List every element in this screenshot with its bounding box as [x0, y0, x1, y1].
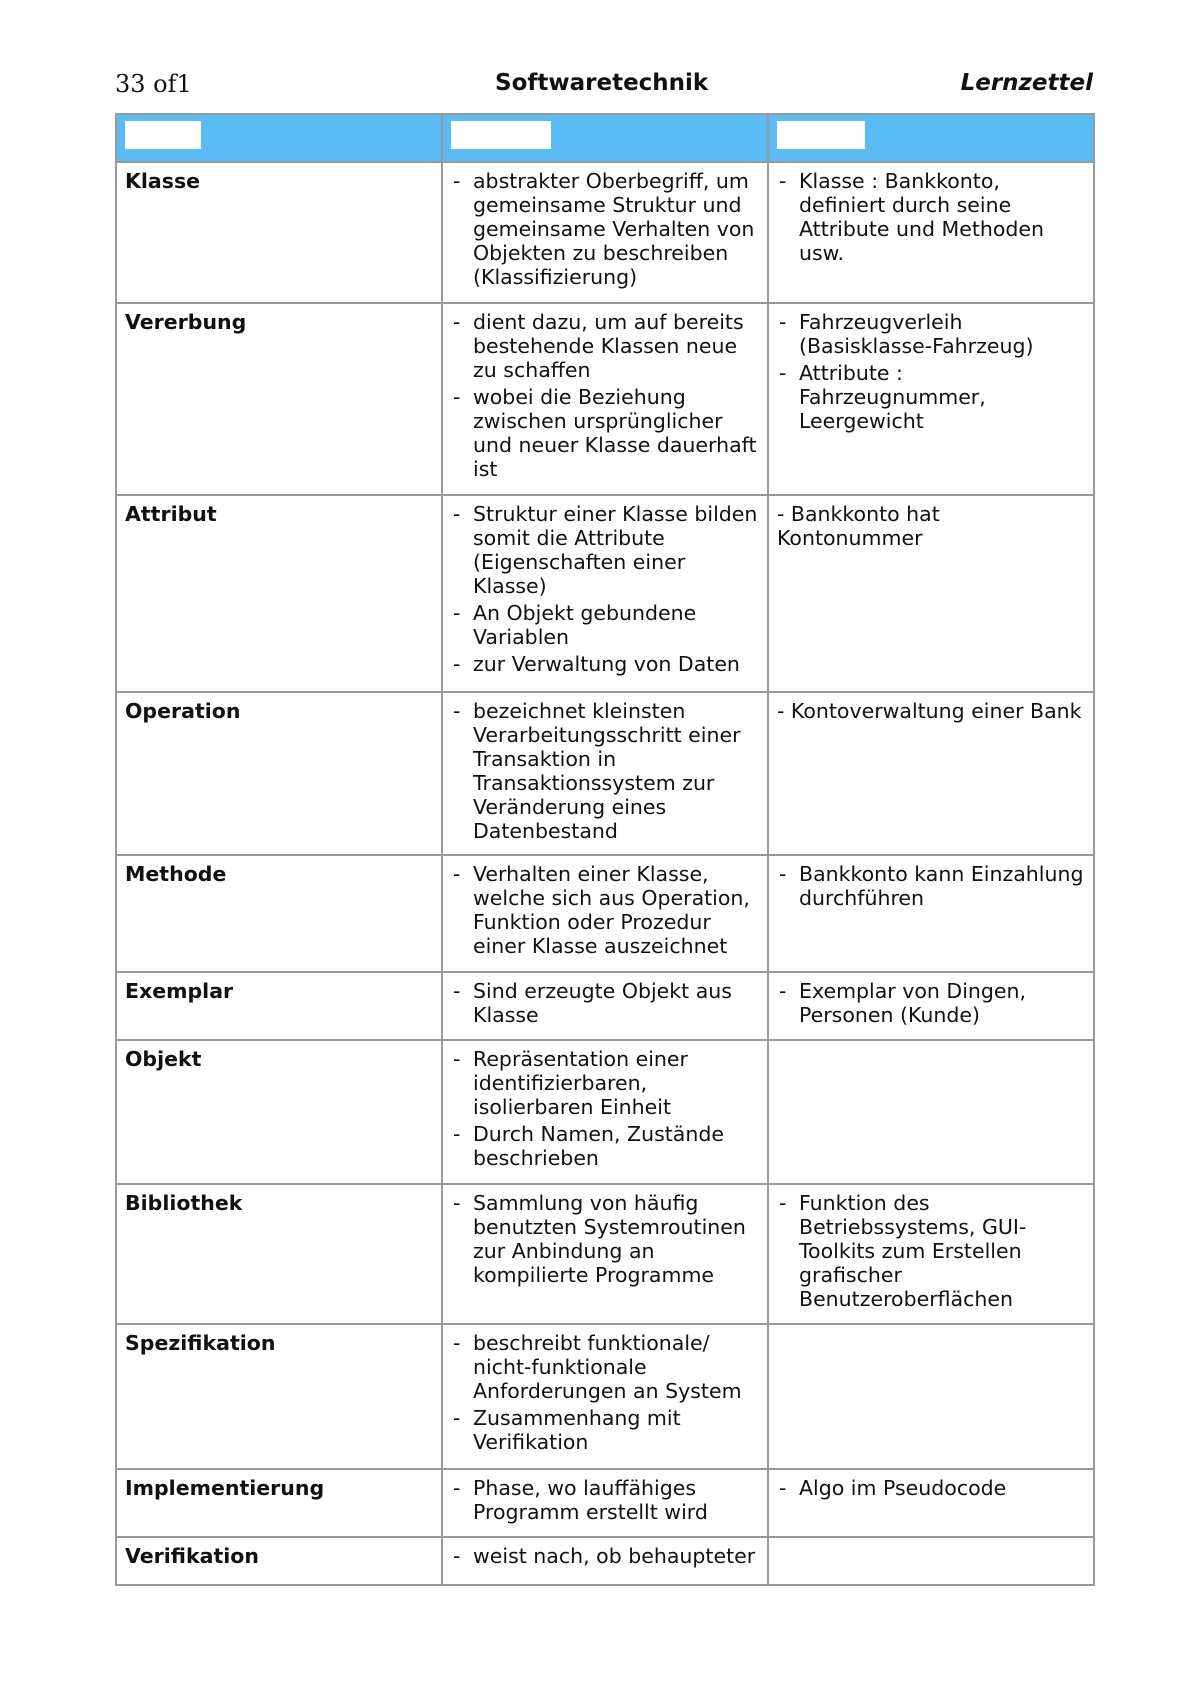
example-cell — [768, 1184, 1094, 1324]
example-item: - Algo im Pseudocode — [777, 1476, 1085, 1500]
table-row — [116, 495, 1094, 692]
example-cell — [768, 303, 1094, 495]
table-row — [116, 1184, 1094, 1324]
definition-cell — [442, 972, 768, 1040]
definition-cell — [442, 1537, 768, 1585]
definition-list — [451, 502, 759, 676]
example-cell — [768, 972, 1094, 1040]
term-cell: Klasse — [116, 162, 442, 303]
example-list — [777, 169, 1085, 265]
definition-item: - Repräsentation einer identifizierbaren, isolierbaren Einheit — [451, 1047, 759, 1119]
definition-cell — [442, 1324, 768, 1469]
definition-item: - An Objekt gebundene Variablen — [451, 601, 759, 649]
example-cell — [768, 855, 1094, 972]
glossary-table — [115, 113, 1095, 1586]
term-cell: Spezifikation — [116, 1324, 442, 1469]
definition-list — [451, 1476, 759, 1524]
definition-item: - wobei die Beziehung zwischen ursprünglicher und neuer Klasse dauerhaft ist — [451, 385, 759, 481]
table-row — [116, 692, 1094, 855]
definition-cell — [442, 1184, 768, 1324]
definition-cell — [442, 1040, 768, 1184]
table-body — [116, 162, 1094, 1585]
example-list — [777, 979, 1085, 1027]
definition-item: - zur Verwaltung von Daten — [451, 652, 759, 676]
term-cell: Methode — [116, 855, 442, 972]
term-cell: Implementierung — [116, 1469, 442, 1537]
definition-list — [451, 1331, 759, 1454]
example-list — [777, 1476, 1085, 1500]
header-placeholder-box — [777, 121, 865, 149]
example-item: - Fahrzeugverleih (Basisklasse-Fahrzeug) — [777, 310, 1085, 358]
table-row — [116, 1040, 1094, 1184]
term-cell: Attribut — [116, 495, 442, 692]
definition-item: - beschreibt funktionale/ nicht-funktionale Anforderungen an System — [451, 1331, 759, 1403]
example-list — [777, 862, 1085, 910]
example-item: - Funktion des Betriebssystems, GUI-Toolkits zum Erstellen grafischer Benutzeroberflächen — [777, 1191, 1085, 1311]
example-item: - Bankkonto kann Einzahlung durchführen — [777, 862, 1085, 910]
example-cell — [768, 1537, 1094, 1585]
definition-list — [451, 310, 759, 481]
term-cell: Vererbung — [116, 303, 442, 495]
definition-list — [451, 1047, 759, 1170]
definition-list — [451, 1544, 759, 1568]
example-list — [777, 310, 1085, 433]
example-cell — [768, 162, 1094, 303]
table-row — [116, 303, 1094, 495]
example-item: - Klasse : Bankkonto, definiert durch seine Attribute und Methoden usw. — [777, 169, 1085, 265]
term-cell: Verifikation — [116, 1537, 442, 1585]
table-row — [116, 1324, 1094, 1469]
page-number: 33 of1 — [115, 70, 192, 98]
example-item: - Attribute : Fahrzeugnummer, Leergewicht — [777, 361, 1085, 433]
document-title: Softwaretechnik — [495, 70, 709, 96]
term-cell: Exemplar — [116, 972, 442, 1040]
definition-cell — [442, 303, 768, 495]
definition-list — [451, 1191, 759, 1287]
definition-item: - Verhalten einer Klasse, welche sich aus Operation, Funktion oder Prozedur einer Klasse auszeichnet — [451, 862, 759, 958]
table-row — [116, 1537, 1094, 1585]
definition-item: - weist nach, ob behaupteter — [451, 1544, 759, 1568]
header-cell-example — [768, 114, 1094, 162]
definition-item: - bezeichnet kleinsten Verarbeitungsschritt einer Transaktion in Transaktionssystem zur Veränderung eines Datenbestand — [451, 699, 759, 843]
example-cell — [768, 692, 1094, 855]
definition-list — [451, 862, 759, 958]
header-cell-definition — [442, 114, 768, 162]
definition-cell — [442, 1469, 768, 1537]
header-placeholder-box — [451, 121, 551, 149]
table-header — [116, 114, 1094, 162]
definition-item: - Struktur einer Klasse bilden somit die Attribute (Eigenschaften einer Klasse) — [451, 502, 759, 598]
table-row — [116, 855, 1094, 972]
header-placeholder-box — [125, 121, 201, 149]
table-row — [116, 1469, 1094, 1537]
term-cell: Objekt — [116, 1040, 442, 1184]
example-list — [777, 1191, 1085, 1311]
example-cell — [768, 495, 1094, 692]
document-subtitle: Lernzettel — [960, 70, 1093, 96]
term-cell: Operation — [116, 692, 442, 855]
table-header-row — [116, 114, 1094, 162]
definition-cell — [442, 162, 768, 303]
example-cell — [768, 1469, 1094, 1537]
definition-list — [451, 979, 759, 1027]
table-row — [116, 162, 1094, 303]
example-text: - Kontoverwaltung einer Bank — [777, 699, 1082, 723]
definition-list — [451, 169, 759, 289]
page-header — [115, 70, 1093, 110]
definition-item: - abstrakter Oberbegriff, um gemeinsame Struktur und gemeinsame Verhalten von Objekten zu beschreiben (Klassifizierung) — [451, 169, 759, 289]
definition-item: - dient dazu, um auf bereits bestehende Klassen neue zu schaffen — [451, 310, 759, 382]
definition-cell — [442, 495, 768, 692]
definition-item: - Zusammenhang mit Verifikation — [451, 1406, 759, 1454]
definition-item: - Sammlung von häufig benutzten Systemroutinen zur Anbindung an kompilierte Programme — [451, 1191, 759, 1287]
example-cell — [768, 1324, 1094, 1469]
header-cell-term — [116, 114, 442, 162]
definition-item: - Phase, wo lauffähiges Programm erstellt wird — [451, 1476, 759, 1524]
term-cell: Bibliothek — [116, 1184, 442, 1324]
definition-item: - Sind erzeugte Objekt aus Klasse — [451, 979, 759, 1027]
example-item: - Exemplar von Dingen, Personen (Kunde) — [777, 979, 1085, 1027]
example-cell — [768, 1040, 1094, 1184]
definition-cell — [442, 855, 768, 972]
table-row — [116, 972, 1094, 1040]
definition-list — [451, 699, 759, 843]
definition-item: - Durch Namen, Zustände beschrieben — [451, 1122, 759, 1170]
definition-cell — [442, 692, 768, 855]
example-text: - Bankkonto hat Kontonummer — [777, 502, 940, 550]
